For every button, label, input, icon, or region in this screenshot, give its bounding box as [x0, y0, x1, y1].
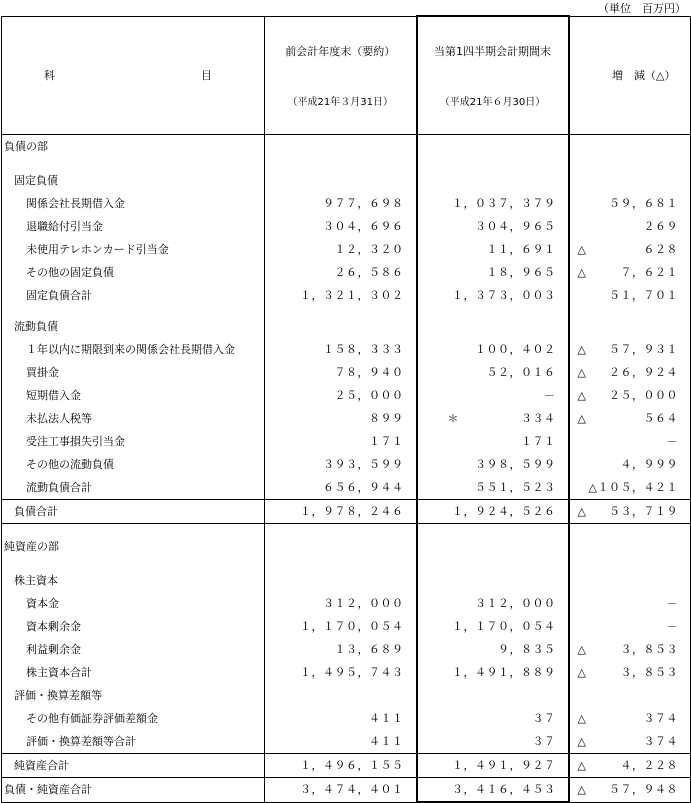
header-prev-date: （平成21年３月31日）	[287, 96, 393, 108]
decrease-triangle-mark: △	[577, 666, 587, 679]
table-row	[2, 638, 691, 661]
table-row	[2, 384, 691, 407]
diff-value-text: ４，２２８	[620, 759, 678, 772]
curr-value	[417, 592, 569, 615]
decrease-triangle-mark: △	[577, 759, 587, 772]
prev-value: １２，３２０	[265, 238, 417, 261]
diff-value	[569, 430, 691, 453]
curr-value	[417, 158, 569, 169]
diff-value	[569, 361, 691, 384]
curr-value-text: ５２，０１６	[486, 366, 556, 379]
table-row	[2, 592, 691, 615]
prev-value: １，４９５，７４３	[265, 661, 417, 684]
table-row	[2, 192, 691, 215]
curr-value-text: ３１２，０００	[475, 597, 556, 610]
diff-value	[569, 778, 691, 803]
table-row	[2, 338, 691, 361]
table-row	[2, 238, 691, 261]
diff-value	[569, 615, 691, 638]
curr-value	[417, 500, 569, 524]
diff-value	[569, 192, 691, 215]
diff-value	[569, 315, 691, 338]
row-label: 株主資本合計	[2, 661, 265, 684]
diff-value	[569, 558, 691, 569]
decrease-triangle-mark: △	[577, 712, 587, 725]
prev-value	[265, 569, 417, 592]
prev-value: ９７７，６９８	[265, 192, 417, 215]
curr-value	[417, 315, 569, 338]
curr-value	[417, 238, 569, 261]
row-label: １年以内に期限到来の関係会社長期借入金	[2, 338, 265, 361]
prev-value	[265, 524, 417, 536]
diff-value-text: ５７，９４８	[609, 783, 678, 797]
diff-value-text: ３，８５３	[620, 666, 678, 679]
diff-value-text: ４，９９９	[620, 458, 678, 471]
unit-label: （単位 百万円）	[598, 2, 686, 15]
table-row	[2, 158, 691, 169]
curr-value	[417, 307, 569, 315]
curr-value-text: ３７	[532, 735, 556, 748]
decrease-triangle-mark: △	[577, 266, 587, 279]
prev-value	[265, 135, 417, 159]
row-label: 資本金	[2, 592, 265, 615]
curr-value	[417, 754, 569, 778]
row-label: 買掛金	[2, 361, 265, 384]
row-label: 利益剰余金	[2, 638, 265, 661]
prev-value: １，４９６，１５５	[265, 754, 417, 778]
diff-value	[569, 407, 691, 430]
row-label: 未使用テレホンカード引当金	[2, 238, 265, 261]
row-label: 受注工事損失引当金	[2, 430, 265, 453]
row-label: その他の流動負債	[2, 453, 265, 476]
diff-value	[569, 261, 691, 284]
header-curr	[417, 16, 569, 135]
curr-value	[417, 661, 569, 684]
row-label: 流動負債	[2, 315, 265, 338]
diff-value	[569, 238, 691, 261]
row-label: 固定負債	[2, 169, 265, 192]
decrease-triangle-mark: △	[577, 389, 587, 402]
row-label: 評価・換算差額等	[2, 684, 265, 707]
decrease-triangle-mark: △	[577, 412, 587, 425]
table-row	[2, 430, 691, 453]
header-curr-title: 当第1四半期会計期間末	[434, 45, 551, 58]
row-label: 負債・純資産合計	[2, 778, 265, 803]
diff-value-text: ５１，７０１	[609, 289, 678, 302]
table-row	[2, 535, 691, 558]
diff-value-text: △１０５，４２１	[588, 481, 678, 494]
header-diff-title: 増 減（△）	[612, 69, 676, 83]
diff-value-text: ３７４	[643, 735, 678, 748]
prev-value	[265, 169, 417, 192]
table-row	[2, 615, 691, 638]
diff-value	[569, 307, 691, 315]
curr-value	[417, 638, 569, 661]
row-label: その他の固定負債	[2, 261, 265, 284]
curr-value-text: ９，８３５	[498, 643, 556, 656]
table-row	[2, 407, 691, 430]
curr-value-text: ５５１，５２３	[475, 481, 556, 494]
diff-value	[569, 338, 691, 361]
row-label: 負債合計	[2, 500, 265, 524]
row-label: 純資産合計	[2, 754, 265, 778]
row-label: 株主資本	[2, 569, 265, 592]
row-label: 短期借入金	[2, 384, 265, 407]
table-row	[2, 261, 691, 284]
row-label: 負債の部	[2, 135, 265, 159]
table-row	[2, 730, 691, 754]
curr-value-text: ３０４，９６５	[475, 220, 556, 233]
diff-value-text: ２６９	[643, 220, 678, 233]
table-row	[2, 500, 691, 524]
curr-value	[417, 284, 569, 307]
table-row	[2, 315, 691, 338]
curr-value	[417, 615, 569, 638]
decrease-triangle-mark: △	[577, 783, 587, 796]
diff-value	[569, 730, 691, 754]
prev-value: ６５６，９４４	[265, 476, 417, 500]
diff-value-text: ６２８	[643, 243, 678, 256]
curr-value	[417, 684, 569, 707]
curr-value-text: １，９２４，５２６	[452, 505, 556, 518]
curr-value	[417, 730, 569, 754]
curr-value-text: ３７	[532, 712, 556, 725]
row-label: 固定負債合計	[2, 284, 265, 307]
balance-sheet-table	[1, 15, 691, 803]
row-label: 退職給付引当金	[2, 215, 265, 238]
curr-value-text: １，４９１，９２７	[452, 759, 556, 772]
curr-value-text: １８，９６５	[486, 266, 556, 279]
decrease-triangle-mark: △	[577, 735, 587, 748]
prev-value: ２５，０００	[265, 384, 417, 407]
curr-value-text: １００，４０２	[475, 343, 556, 356]
row-label	[2, 307, 265, 315]
curr-value	[417, 338, 569, 361]
curr-value	[417, 453, 569, 476]
curr-value-text: ３，４１６，４５３	[452, 783, 556, 796]
prev-value: ４１１	[265, 707, 417, 730]
diff-value	[569, 215, 691, 238]
prev-value: ７８，９４０	[265, 361, 417, 384]
curr-value	[417, 569, 569, 592]
table-row	[2, 307, 691, 315]
curr-value-text: １，１７０，０５４	[452, 620, 556, 633]
curr-value	[417, 361, 569, 384]
diff-value	[569, 638, 691, 661]
header-subject-a: 科	[44, 69, 55, 83]
curr-value	[417, 535, 569, 558]
prev-value: ４１１	[265, 730, 417, 754]
table-row	[2, 558, 691, 569]
decrease-triangle-mark: △	[577, 366, 587, 379]
diff-value-text: ２６，９２４	[609, 366, 678, 379]
curr-value	[417, 192, 569, 215]
header-prev-title: 前会計年度末（要約）	[285, 44, 396, 58]
curr-value	[417, 524, 569, 536]
row-label: 評価・換算差額等合計	[2, 730, 265, 754]
diff-value-text: ３，８５３	[620, 643, 678, 656]
row-label: 流動負債合計	[2, 476, 265, 500]
diff-value	[569, 707, 691, 730]
table-row	[2, 661, 691, 684]
prev-value: ３９３，５９９	[265, 453, 417, 476]
asterisk-mark: ＊	[447, 412, 459, 425]
curr-value	[417, 476, 569, 500]
diff-value-text: ５７，９３１	[609, 343, 678, 356]
row-label: 純資産の部	[2, 535, 265, 558]
prev-value	[265, 535, 417, 558]
diff-value-text: ５３，７１９	[609, 505, 678, 518]
prev-value: １，１７０，０５４	[265, 615, 417, 638]
curr-value	[417, 430, 569, 453]
table-row	[2, 361, 691, 384]
table-row	[2, 754, 691, 778]
prev-value: １５８，３３３	[265, 338, 417, 361]
curr-value	[417, 407, 569, 430]
header-subject-b: 目	[201, 69, 212, 83]
row-label: 資本剰余金	[2, 615, 265, 638]
diff-value	[569, 500, 691, 524]
diff-value-text: ２５，０００	[609, 389, 678, 402]
table-row	[2, 169, 691, 192]
curr-value-text: １７１	[521, 435, 556, 448]
diff-value	[569, 684, 691, 707]
row-label	[2, 524, 265, 536]
prev-value	[265, 684, 417, 707]
prev-value	[265, 307, 417, 315]
diff-value	[569, 284, 691, 307]
diff-value-text: ３７４	[643, 712, 678, 725]
prev-value: ３１２，０００	[265, 592, 417, 615]
row-label	[2, 158, 265, 169]
curr-value	[417, 261, 569, 284]
diff-value	[569, 661, 691, 684]
header-curr-date: （平成21年６月30日）	[439, 97, 546, 108]
row-label: 関係会社長期借入金	[2, 192, 265, 215]
curr-value	[417, 384, 569, 407]
diff-value-text: －	[666, 620, 678, 633]
diff-value-text: －	[666, 597, 678, 610]
prev-value: ３，４７４，４０１	[265, 778, 417, 803]
table-row	[2, 524, 691, 536]
prev-value: ３０４，６９６	[265, 215, 417, 238]
diff-value-text: ７，６２１	[620, 266, 678, 279]
diff-value	[569, 384, 691, 407]
curr-value-text: ３３４	[521, 412, 556, 425]
decrease-triangle-mark: △	[577, 343, 587, 356]
diff-value-text: ５９，６８１	[609, 197, 678, 210]
diff-value	[569, 524, 691, 536]
curr-value	[417, 707, 569, 730]
decrease-triangle-mark: △	[577, 643, 587, 656]
curr-value-text: ３９８，５９９	[475, 458, 556, 471]
table-row	[2, 778, 691, 803]
prev-value	[265, 558, 417, 569]
header-diff	[569, 16, 691, 135]
prev-value	[265, 315, 417, 338]
prev-value: １７１	[265, 430, 417, 453]
diff-value-text: ５６４	[643, 412, 678, 425]
diff-value	[569, 476, 691, 500]
curr-value-text: －	[544, 389, 556, 402]
curr-value-text: １１，６９１	[486, 243, 556, 256]
diff-value	[569, 535, 691, 558]
table-row	[2, 684, 691, 707]
prev-value: ８９９	[265, 407, 417, 430]
diff-value	[569, 158, 691, 169]
prev-value: ２６，５８６	[265, 261, 417, 284]
prev-value: １，９７８，２４６	[265, 500, 417, 524]
curr-value	[417, 135, 569, 159]
diff-value-text: －	[666, 435, 678, 448]
curr-value	[417, 558, 569, 569]
header-row	[2, 16, 691, 135]
diff-value	[569, 754, 691, 778]
decrease-triangle-mark: △	[577, 243, 587, 256]
prev-value: １，３２１，３０２	[265, 284, 417, 307]
diff-value	[569, 569, 691, 592]
table-row	[2, 476, 691, 500]
diff-value	[569, 169, 691, 192]
table-row	[2, 453, 691, 476]
header-prev	[265, 16, 417, 135]
row-label: その他有価証券評価差額金	[2, 707, 265, 730]
diff-value	[569, 135, 691, 159]
diff-value	[569, 592, 691, 615]
table-row	[2, 215, 691, 238]
curr-value	[417, 169, 569, 192]
header-subject	[2, 16, 265, 135]
table-row	[2, 569, 691, 592]
prev-value: １３，６８９	[265, 638, 417, 661]
curr-value	[417, 778, 569, 803]
row-label	[2, 558, 265, 569]
table-row	[2, 707, 691, 730]
curr-value	[417, 215, 569, 238]
diff-value	[569, 453, 691, 476]
decrease-triangle-mark: △	[577, 505, 587, 518]
table-row	[2, 135, 691, 159]
curr-value-text: １，４９１，８８９	[452, 666, 556, 679]
curr-value-text: １，０３７，３７９	[452, 197, 556, 210]
table-row	[2, 284, 691, 307]
prev-value	[265, 158, 417, 169]
curr-value-text: １，３７３，００３	[452, 289, 556, 302]
row-label: 未払法人税等	[2, 407, 265, 430]
